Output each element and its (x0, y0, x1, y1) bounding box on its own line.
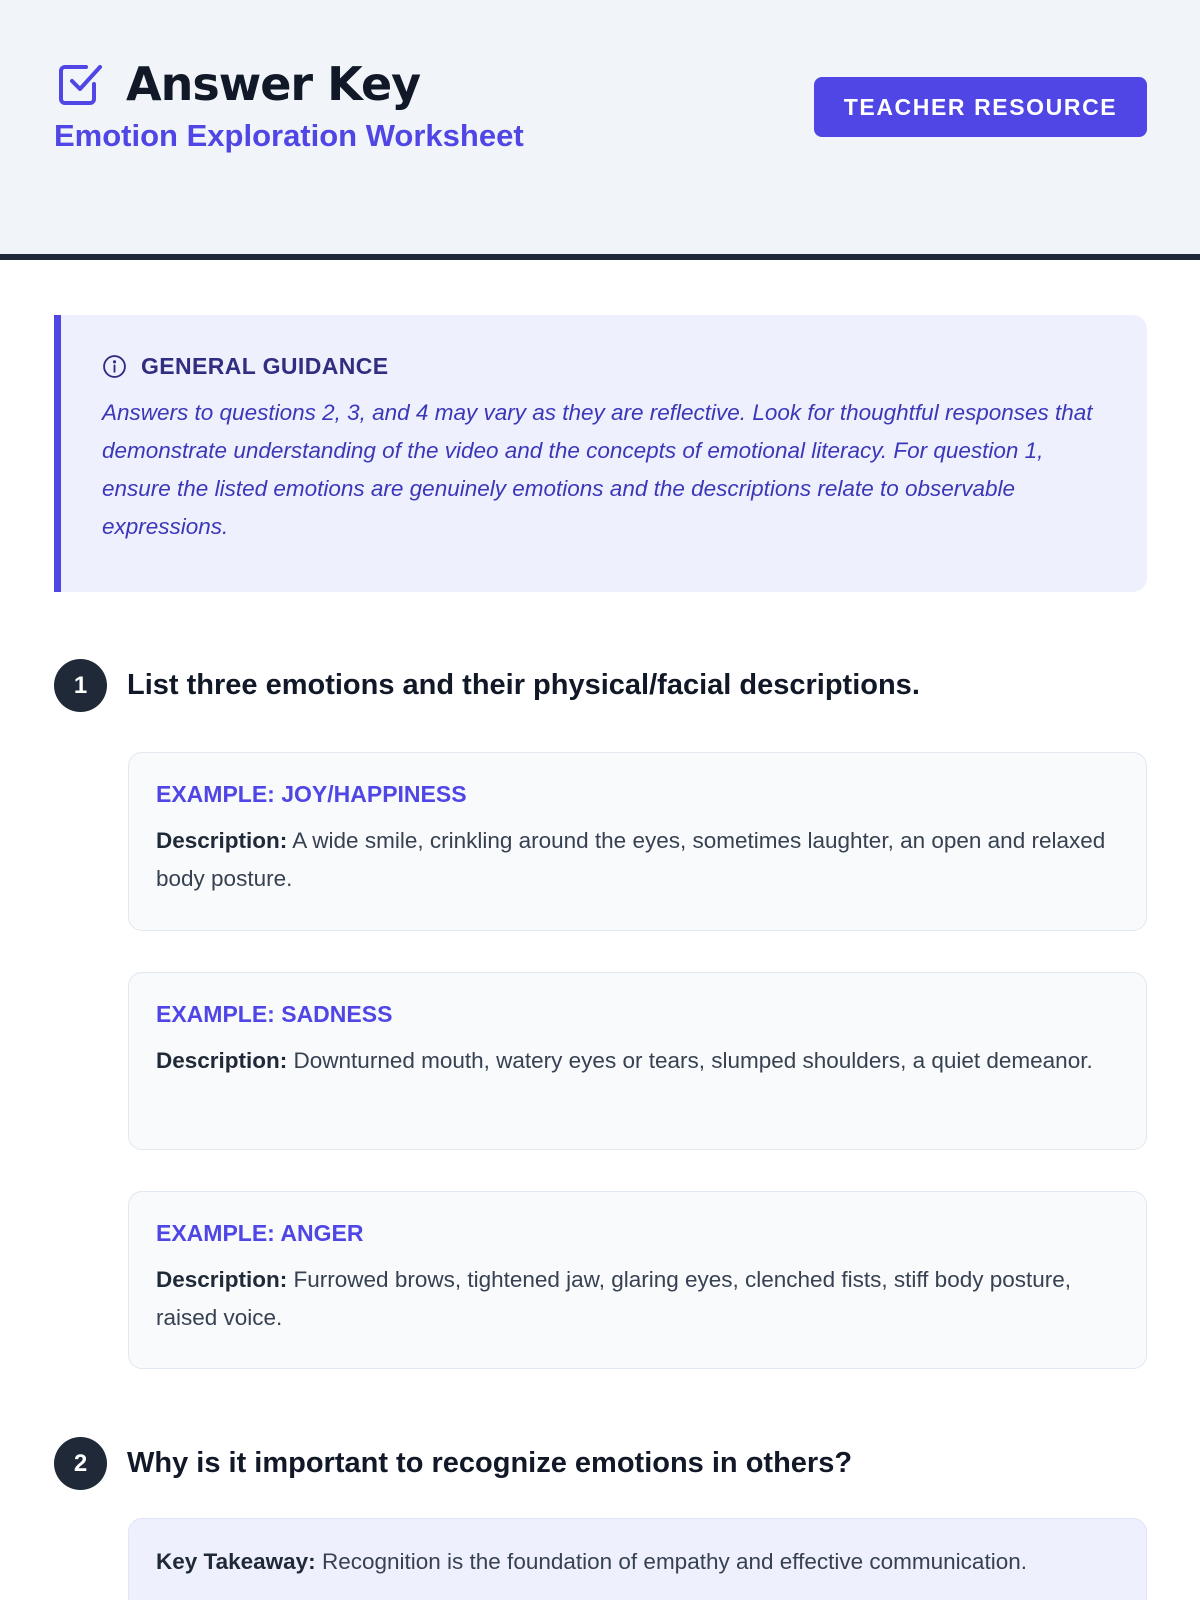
description-text: Furrowed brows, tightened jaw, glaring eyes, clenched fists, stiff body posture, raised voice. (156, 1267, 1072, 1330)
takeaway-text: Recognition is the foundation of empathy and effective communication. (321, 1549, 1027, 1574)
question-number-badge: 2 (54, 1437, 107, 1490)
title-row (54, 58, 420, 110)
guidance-heading-row (102, 353, 1107, 380)
guidance-heading: GENERAL GUIDANCE (141, 353, 389, 379)
description-text: Downturned mouth, watery eyes or tears, slumped shoulders, a quiet demeanor. (293, 1048, 1093, 1073)
key-takeaway (156, 1543, 1119, 1581)
takeaway-label: Key Takeaway: (156, 1549, 316, 1574)
example-label: EXAMPLE: ANGER (156, 1220, 364, 1246)
guidance-text: Answers to questions 2, 3, and 4 may vary as they are reflective. Look for thoughtful responses that demonstrate understanding of the video and the concepts of emotional literacy. For question 1, ensure the listed emotions are genuinely emotions and the descriptions relate to observable expressions. (102, 400, 1093, 539)
example-card-sadness (128, 972, 1147, 1150)
example-label: EXAMPLE: SADNESS (156, 1001, 393, 1027)
example-label: EXAMPLE: JOY/HAPPINESS (156, 781, 467, 807)
general-guidance-box (54, 315, 1147, 592)
description-text: A wide smile, crinkling around the eyes, sometimes laughter, an open and relaxed body posture. (156, 828, 1106, 891)
description-label: Description: (156, 1048, 288, 1073)
example-card-anger (128, 1191, 1147, 1369)
description-label: Description: (156, 1267, 288, 1292)
checkbox-icon (54, 58, 106, 110)
example-description (156, 1261, 1119, 1337)
example-description (156, 1042, 1119, 1080)
question-text: Why is it important to recognize emotions in others? (127, 1447, 853, 1479)
teacher-resource-badge: TEACHER RESOURCE (814, 77, 1147, 137)
question-2 (54, 1437, 852, 1490)
question-number-badge: 1 (54, 659, 107, 712)
description-label: Description: (156, 828, 288, 853)
header (0, 0, 1200, 260)
info-icon (102, 354, 127, 379)
question-text: List three emotions and their physical/facial descriptions. (127, 669, 920, 701)
key-takeaway-box (128, 1518, 1147, 1600)
page-title: Answer Key (126, 57, 421, 111)
page-subtitle: Emotion Exploration Worksheet (54, 118, 524, 153)
example-card-joy (128, 752, 1147, 931)
example-description (156, 822, 1119, 898)
question-1 (54, 659, 920, 712)
